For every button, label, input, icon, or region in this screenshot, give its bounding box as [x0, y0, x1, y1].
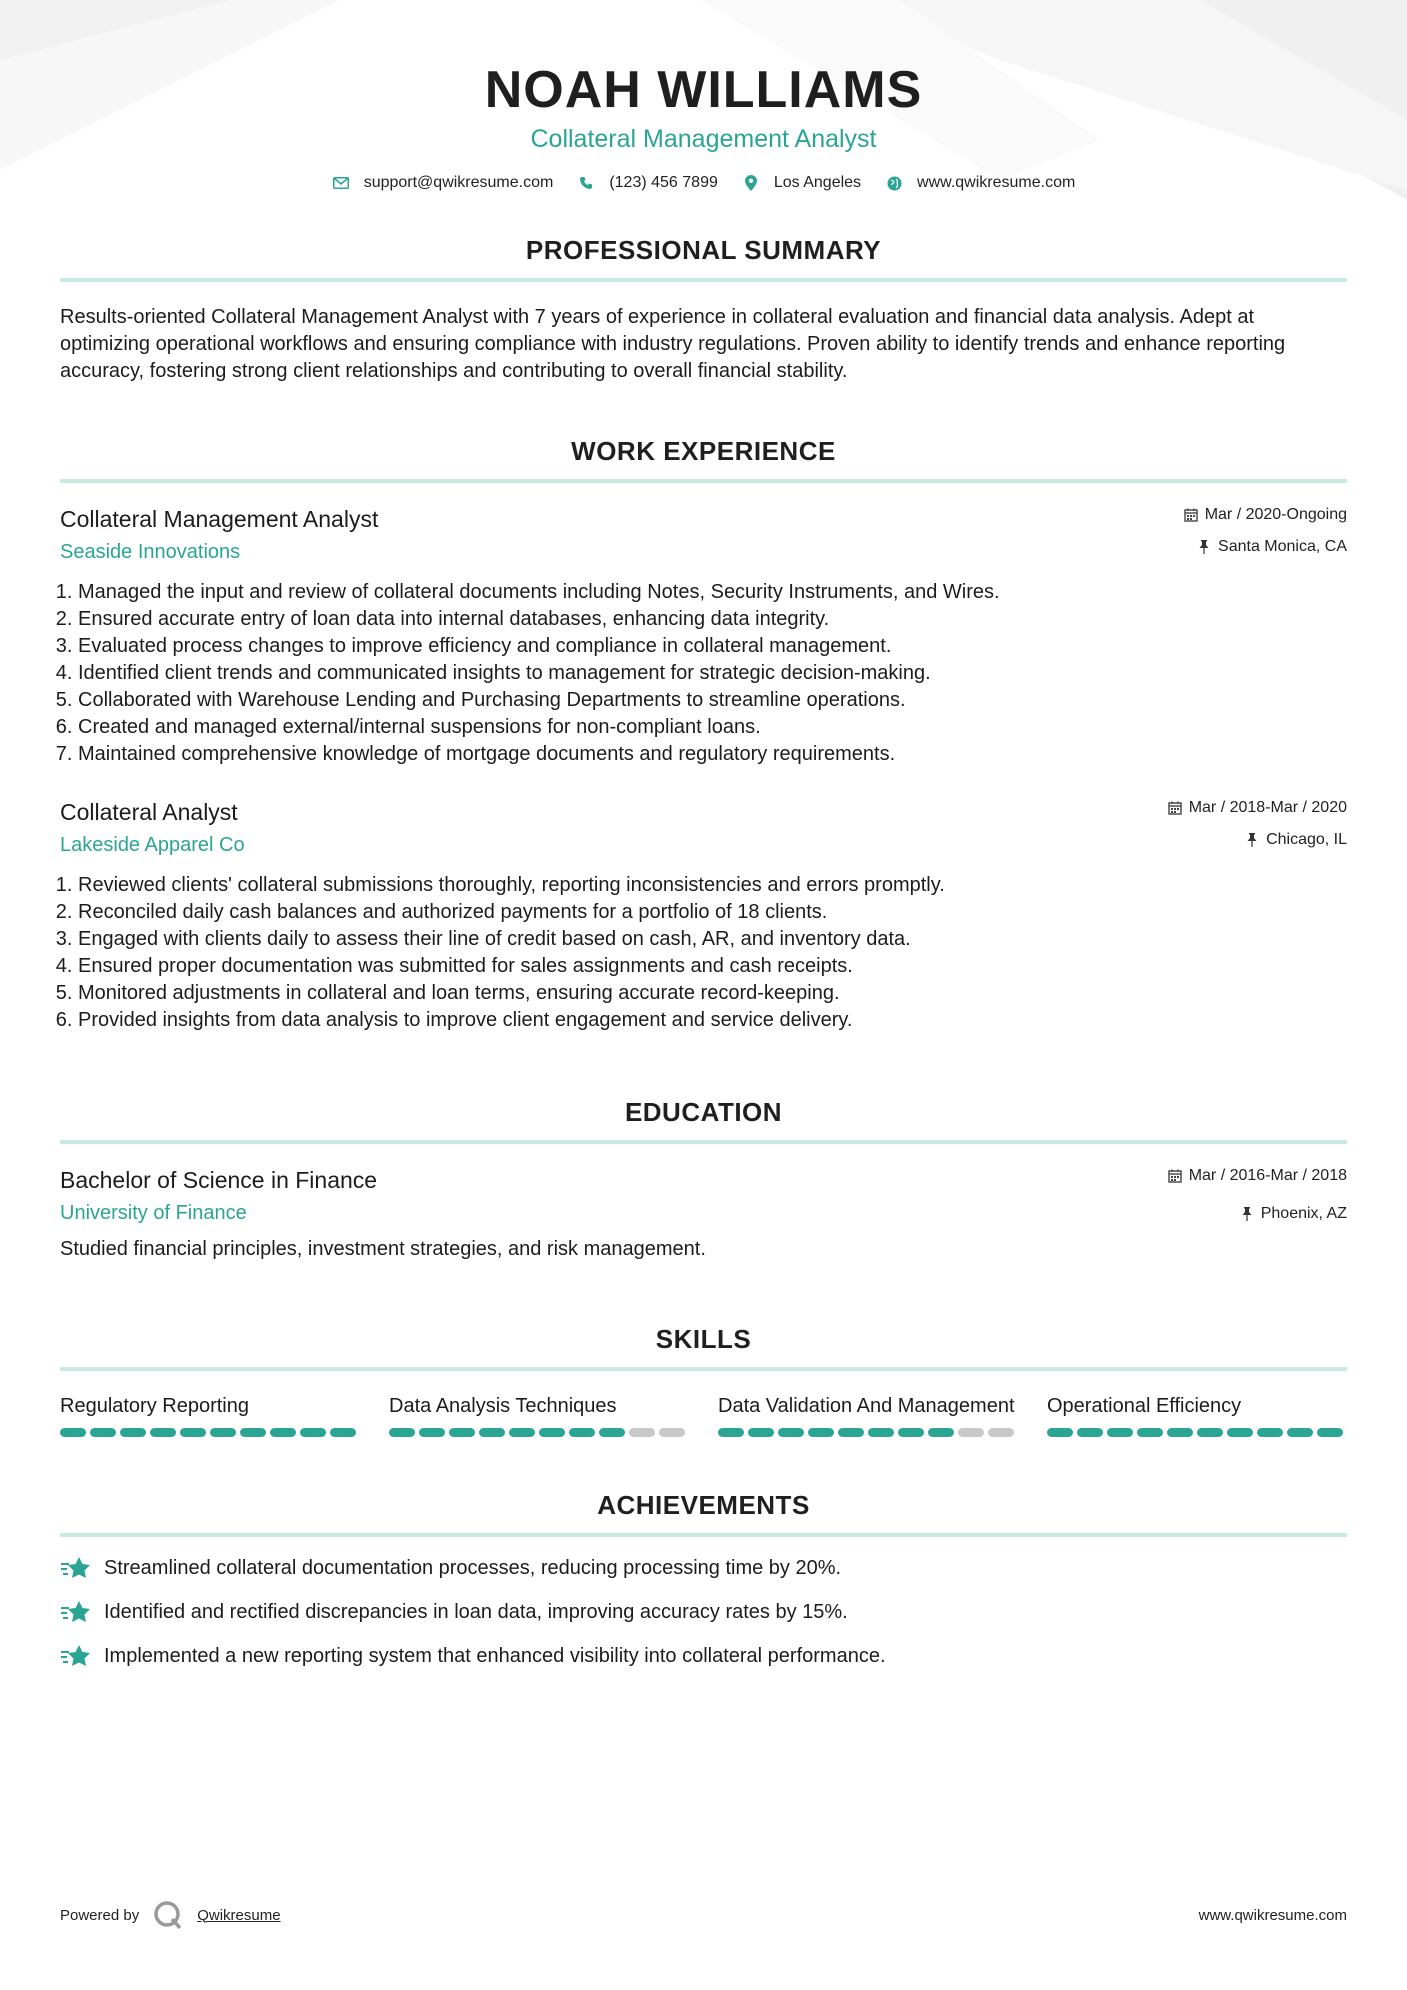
phone-icon [577, 174, 595, 192]
achievements-heading: ACHIEVEMENTS [597, 1490, 810, 1520]
skill-name: Operational Efficiency [1047, 1395, 1242, 1417]
rating-segment-filled [509, 1428, 535, 1437]
job-company: Lakeside Apparel Co [60, 834, 245, 856]
contact-email-text: support@qwikresume.com [363, 174, 554, 191]
pushpin-icon [1244, 832, 1260, 848]
education-entry [60, 1166, 1347, 1263]
job-entry [60, 798, 1347, 1034]
section-divider [60, 479, 1347, 483]
list-item: 2. Reconciled daily cash balances and authorized payments for a portfolio of 18 clients. [78, 899, 1347, 926]
pushpin-icon [1239, 1206, 1255, 1222]
contact-website-text: www.qwikresume.com [917, 174, 1076, 191]
rating-segment-filled [90, 1428, 116, 1437]
section-divider [60, 1367, 1347, 1371]
job-dates: Mar / 2020-Ongoing [1204, 506, 1347, 523]
rating-segment-filled [419, 1428, 445, 1437]
rating-segment-filled [1137, 1428, 1163, 1437]
candidate-name: NOAH WILLIAMS [484, 61, 923, 119]
rating-segment-filled [330, 1428, 356, 1437]
list-item: 6. Provided insights from data analysis to improve client engagement and service delivery. [78, 1007, 1347, 1034]
achievements-section [60, 1489, 1347, 1669]
contact-website[interactable] [885, 174, 1075, 192]
star-icon [60, 1599, 92, 1625]
rating-segment-filled [748, 1428, 774, 1437]
list-item: 5. Monitored adjustments in collateral and loan terms, ensuring accurate record-keeping. [78, 980, 1347, 1007]
contact-phone-text: (123) 456 7899 [609, 174, 718, 191]
rating-segment-filled [120, 1428, 146, 1437]
rating-segment-filled [718, 1428, 744, 1437]
rating-segment-filled [539, 1428, 565, 1437]
contact-email[interactable] [332, 174, 554, 192]
rating-segment-filled [1107, 1428, 1133, 1437]
rating-segment-filled [808, 1428, 834, 1437]
list-item: 1. Reviewed clients' collateral submissions thoroughly, reporting inconsistencies and errors promptly. [78, 872, 1347, 899]
summary-heading: PROFESSIONAL SUMMARY [525, 235, 882, 265]
list-item: 4. Ensured proper documentation was submitted for sales assignments and cash receipts. [78, 953, 1347, 980]
rating-segment-filled [210, 1428, 236, 1437]
experience-section [60, 435, 1347, 1034]
summary-section [60, 234, 1347, 385]
job-company: Seaside Innovations [60, 541, 241, 563]
rating-segment-filled [599, 1428, 625, 1437]
rating-segment-filled [838, 1428, 864, 1437]
education-heading: EDUCATION [624, 1097, 783, 1127]
skill-item [60, 1393, 360, 1437]
brand-link[interactable]: Qwikresume [197, 1906, 281, 1924]
skills-list [60, 1393, 1347, 1437]
rating-segment-filled [778, 1428, 804, 1437]
list-item: 3. Engaged with clients daily to assess their line of credit based on cash, AR, and inventory data. [78, 926, 1347, 953]
calendar-icon [1167, 1168, 1183, 1184]
contact-phone[interactable] [577, 174, 718, 192]
list-item [60, 1599, 1347, 1625]
rating-segment-filled [1047, 1428, 1073, 1437]
envelope-icon [332, 174, 350, 192]
rating-segment-filled [1227, 1428, 1253, 1437]
list-item [60, 1643, 1347, 1669]
rating-segment-filled [300, 1428, 326, 1437]
job-location: Chicago, IL [1266, 831, 1347, 848]
page-footer [60, 1900, 1347, 1930]
skill-rating [60, 1428, 360, 1437]
footer-url[interactable]: www.qwikresume.com [1198, 1906, 1347, 1924]
skill-rating [718, 1428, 1018, 1437]
list-item: 4. Identified client trends and communicated insights to management for strategic decision-making. [78, 660, 1347, 687]
rating-segment-filled [150, 1428, 176, 1437]
skill-item [1047, 1393, 1347, 1437]
contact-location [742, 174, 861, 192]
job-title: Collateral Analyst [60, 799, 238, 825]
pushpin-icon [1196, 539, 1212, 555]
rating-segment-empty [958, 1428, 984, 1437]
rating-segment-filled [1077, 1428, 1103, 1437]
list-item: 5. Collaborated with Warehouse Lending and Purchasing Departments to streamline operations. [78, 687, 1347, 714]
rating-segment-filled [898, 1428, 924, 1437]
rating-segment-filled [928, 1428, 954, 1437]
star-icon [60, 1643, 92, 1669]
rating-segment-filled [1197, 1428, 1223, 1437]
skill-item [718, 1393, 1018, 1437]
section-divider [60, 278, 1347, 282]
list-item: 6. Created and managed external/internal suspensions for non-compliant loans. [78, 714, 1347, 741]
rating-segment-filled [1257, 1428, 1283, 1437]
skill-rating [1047, 1428, 1347, 1437]
school-name: University of Finance [60, 1202, 247, 1224]
contact-location-text: Los Angeles [773, 174, 862, 191]
list-item [60, 1555, 1347, 1581]
qwikresume-logo-icon [153, 1900, 183, 1930]
education-description: Studied financial principles, investment strategies, and risk management. [60, 1238, 706, 1260]
summary-text: Results-oriented Collateral Management Analyst with 7 years of experience in collateral evaluation and financial data analysis. Adept at optimizing operational workflows and ensuring compliance with industry regulations. Proven ability to identify trends and enhance reporting accuracy, fostering strong client relationships and contributing to overall financial stability. [60, 306, 1286, 382]
job-location: Santa Monica, CA [1218, 538, 1347, 555]
degree-title: Bachelor of Science in Finance [60, 1167, 378, 1193]
job-bullets [60, 579, 1347, 768]
education-dates: Mar / 2016-Mar / 2018 [1188, 1167, 1347, 1184]
skills-section [60, 1323, 1347, 1437]
calendar-icon [1167, 800, 1183, 816]
rating-segment-filled [180, 1428, 206, 1437]
rating-segment-filled [389, 1428, 415, 1437]
skill-rating [389, 1428, 689, 1437]
achievement-text: Streamlined collateral documentation processes, reducing processing time by 20%. [104, 1557, 842, 1579]
rating-segment-filled [1287, 1428, 1313, 1437]
globe-icon [885, 174, 903, 192]
rating-segment-filled [60, 1428, 86, 1437]
list-item: 2. Ensured accurate entry of loan data into internal databases, enhancing data integrity. [78, 606, 1347, 633]
education-location: Phoenix, AZ [1260, 1205, 1347, 1222]
job-meta [1183, 505, 1347, 557]
rating-segment-filled [868, 1428, 894, 1437]
rating-segment-empty [988, 1428, 1014, 1437]
section-divider [60, 1140, 1347, 1144]
list-item: 3. Evaluated process changes to improve efficiency and compliance in collateral management. [78, 633, 1347, 660]
education-section [60, 1096, 1347, 1263]
job-meta [1167, 798, 1347, 850]
job-dates: Mar / 2018-Mar / 2020 [1188, 799, 1347, 816]
education-meta [1167, 1166, 1347, 1224]
job-entry [60, 505, 1347, 768]
rating-segment-filled [270, 1428, 296, 1437]
rating-segment-empty [659, 1428, 685, 1437]
rating-segment-empty [629, 1428, 655, 1437]
star-icon [60, 1555, 92, 1581]
list-item: 1. Managed the input and review of collateral documents including Notes, Security Instruments, and Wires. [78, 579, 1347, 606]
section-divider [60, 1533, 1347, 1537]
rating-segment-filled [479, 1428, 505, 1437]
contact-bar [60, 174, 1347, 192]
skill-name: Regulatory Reporting [60, 1395, 249, 1417]
map-pin-icon [742, 174, 760, 192]
skill-name: Data Analysis Techniques [389, 1395, 617, 1417]
rating-segment-filled [1167, 1428, 1193, 1437]
powered-by-label: Powered by [60, 1906, 140, 1924]
job-bullets [60, 872, 1347, 1034]
calendar-icon [1183, 507, 1199, 523]
achievement-text: Implemented a new reporting system that enhanced visibility into collateral performance. [104, 1645, 886, 1667]
rating-segment-filled [569, 1428, 595, 1437]
rating-segment-filled [240, 1428, 266, 1437]
experience-heading: WORK EXPERIENCE [571, 436, 836, 466]
resume-header [60, 0, 1347, 192]
candidate-role: Collateral Management Analyst [530, 125, 877, 153]
job-title: Collateral Management Analyst [60, 506, 379, 532]
skill-name: Data Validation And Management [718, 1395, 1015, 1417]
rating-segment-filled [1317, 1428, 1343, 1437]
skills-heading: SKILLS [655, 1324, 752, 1354]
list-item: 7. Maintained comprehensive knowledge of mortgage documents and regulatory requirements. [78, 741, 1347, 768]
rating-segment-filled [449, 1428, 475, 1437]
skill-item [389, 1393, 689, 1437]
achievement-text: Identified and rectified discrepancies in loan data, improving accuracy rates by 15%. [104, 1601, 848, 1623]
